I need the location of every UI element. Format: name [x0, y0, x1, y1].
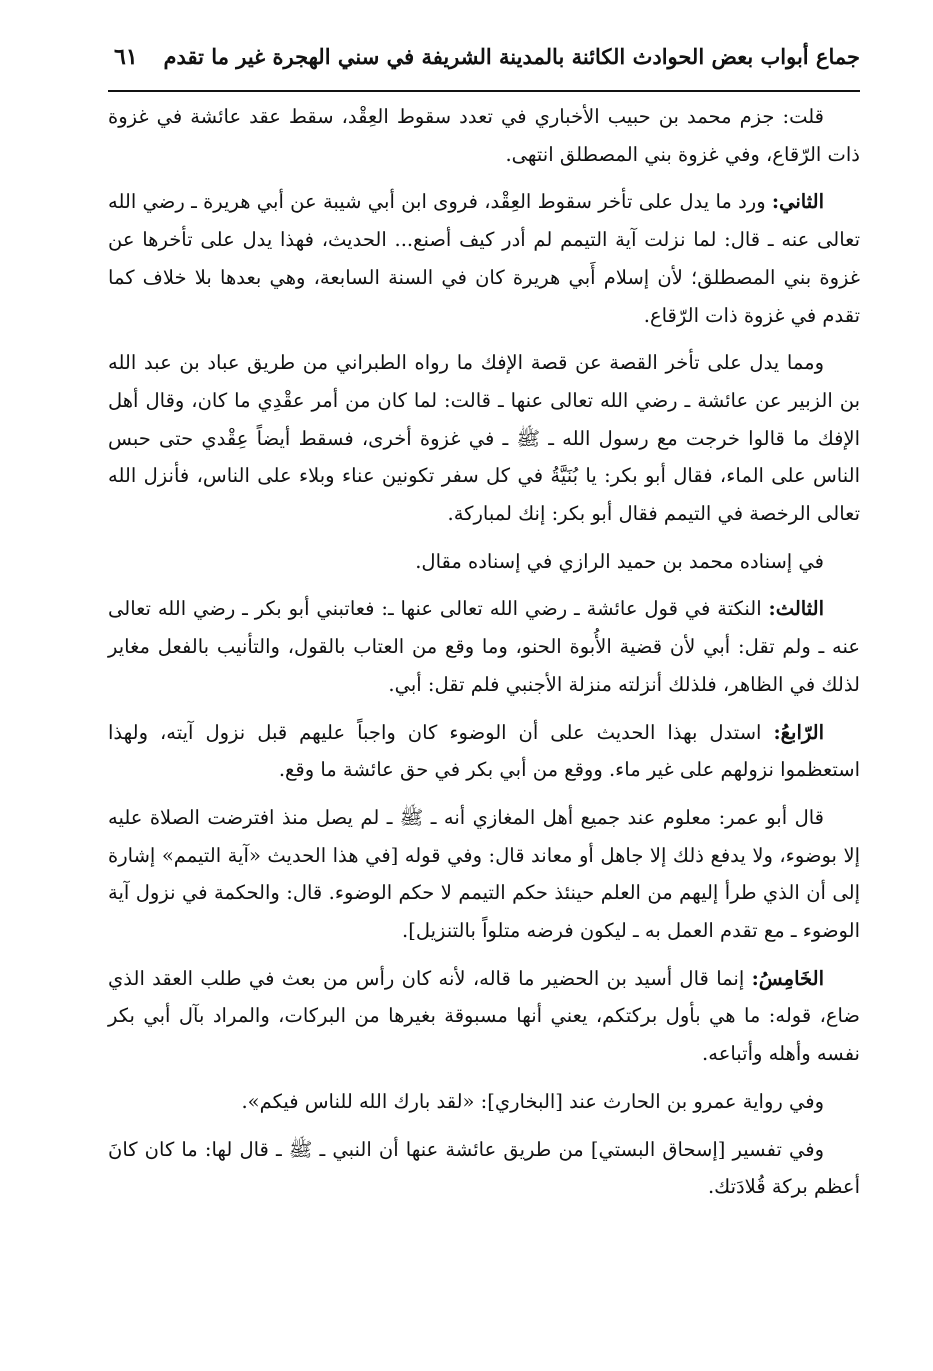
paragraph-lead: الرّابعُ: — [773, 720, 824, 744]
body-text — [108, 98, 860, 1206]
paragraph-text: النكتة في قول عائشة ـ رضي الله تعالى عنها ـ: فعاتبني أبو بكر ـ رضي الله تعالى عنه ـ ولم تقل: أبي لأن قضية الأُبوة الحنو، وما وقع من العتاب بالقول، والتأنيب بالفعل مغاير لذلك في الظاهر، فلذلك أنزلته منزلة الأجنبي فلم تقل: أبي. — [108, 597, 860, 696]
paragraph-text: قلت: جزم محمد بن حبيب الأخباري في تعدد سقوط العِقْد، سقط عقد عائشة في غزوة ذات الرّقاع، وفي غزوة بني المصطلق انتهى. — [108, 105, 860, 166]
paragraph-4 — [108, 543, 860, 581]
paragraph-8 — [108, 960, 860, 1073]
paragraph-7 — [108, 799, 860, 950]
paragraph-text: ورد ما يدل على تأخر سقوط العِقْد، فروى ابن أبي شيبة عن أبي هريرة ـ رضي الله تعالى عنه ـ قال: لما نزلت آية التيمم لم أدر كيف أصنع... الحديث، فهذا يدل على تأخرها عن غزوة بني المصطلق؛ لأن إسلام أَبي هريرة كان في السنة السابعة، وهي بعدها بلا خلاف كما تقدم في غزوة ذات الرّقاع. — [108, 190, 860, 327]
paragraph-2 — [108, 183, 860, 334]
paragraph-5 — [108, 590, 860, 703]
paragraph-text: قال أبو عمر: معلوم عند جميع أهل المغازي أنه ـ ﷺ ـ لم يصل منذ افترضت الصلاة عليه إلا بوضوء، ولا يدفع ذلك إلا جاهل أو معاند قال: وفي قوله [في هذا الحديث «آية التيمم» إشارة إلى أن الذي طرأ إليهم من العلم حينئذ حكم التيمم لا حكم الوضوء. قال: والحكمة في نزول آية الوضوء ـ مع تقدم العمل به ـ ليكون فرضه متلواً بالتنزيل]. — [108, 805, 860, 943]
paragraph-text: ومما يدل على تأخر القصة عن قصة الإفك ما رواه الطبراني من طريق عباد بن عبد الله بن الزبير عن عائشة ـ رضي الله تعالى عنها ـ قالت: لما كان من أمر عقْدِي ما كان، وقال أهل الإفك ما قالوا خرجت مع رسول الله ـ ﷺ ـ في غزوة أخرى، فسقط أيضاً عِقْدي حتى حبس الناس على الماء، فقال أبو بكر: يا بُنَيَّةُ في كل سفر تكونين عناء وبلاء على الناس، فأنزل الله تعالى الرخصة في التيمم فقال أبو بكر: إنك لمباركة. — [108, 351, 860, 526]
paragraph-text: إنما قال أسيد بن الحضير ما قاله، لأنه كان رأس من بعث في طلب العقد الذي ضاع، قوله: ما هي بأول بركتكم، يعني أنها مسبوقة بغيرها من البركات، والمراد بآل أبي بكر نفسه وأهله وأتباعه. — [108, 966, 860, 1066]
paragraph-10 — [108, 1131, 860, 1206]
running-title: جماع أبواب بعض الحوادث الكائنة بالمدينة الشريفة في سني الهجرة غير ما تقدم — [163, 44, 860, 69]
paragraph-lead: الخَامِسُ: — [751, 966, 824, 990]
running-header — [108, 40, 860, 92]
paragraph-3 — [108, 344, 860, 533]
paragraph-text: وفي رواية عمرو بن الحارث عند [البخاري]: «لقد بارك الله للناس فيكم». — [241, 1089, 824, 1113]
paragraph-1 — [108, 98, 860, 173]
paragraph-text: في إسناده محمد بن حميد الرازي في إسناده مقال. — [415, 549, 824, 573]
paragraph-9 — [108, 1083, 860, 1121]
paragraph-6 — [108, 714, 860, 789]
paragraph-lead: الثاني: — [771, 190, 824, 214]
paragraph-text: وفي تفسير [إسحاق البستي] من طريق عائشة عنها أن النبي ـ ﷺ ـ قال لها: ما كان كانَ أعظم بركة قُلادَتك. — [108, 1137, 860, 1199]
page-number: ٦١ — [114, 44, 138, 70]
paragraph-lead: الثالث: — [768, 597, 824, 621]
paragraph-text: استدل بهذا الحديث على أن الوضوء كان واجباً عليهم قبل نزول آيته، ولهذا استعظموا نزولهم على غير ماء. ووقع من أبي بكر في حق عائشة ما وقع. — [108, 720, 860, 782]
